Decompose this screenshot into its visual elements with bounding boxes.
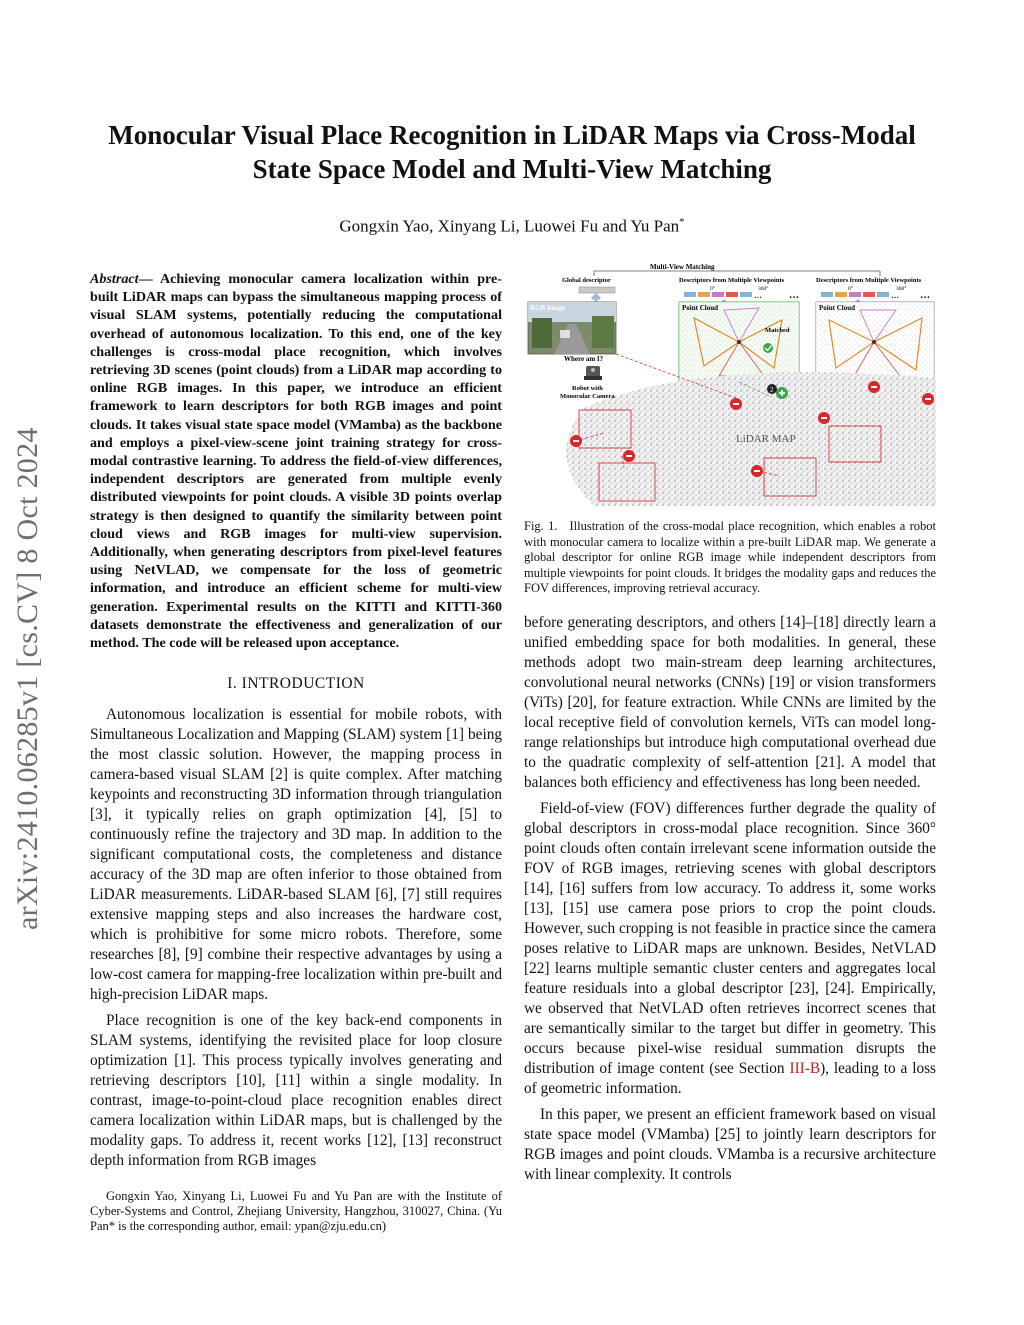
label-rgb-image: RGB Image (530, 304, 566, 312)
point-cloud-view-1 (679, 302, 799, 382)
right-paragraph-2-text: Field-of-view (FOV) differences further degrade the quality of global descriptors in cross-modal place recognition. Since 360° point clouds often contain irrelevant scene information outside the FOV of RGB images, retrieving scenes with global descriptors [14], [16] suffers from low accuracy. To address it, some works [13], [15] use camera pose priors to crop the point clouds. However, such cropping is not feasible in practice since the camera poses relative to LiDAR maps are unknown. Besides, NetVLAD [22] learns multiple semantic cluster centers and aggregates local feature residuals into a global descriptor [23], [24]. Empirically, we observed that NetVLAD often retrieves incorrect scenes that are semantically similar to the target but differ in geometry. This occurs because pixel-wise residual summation disrupts the distribution of image content (see Section (524, 799, 936, 1077)
arxiv-identifier: arXiv:2410.06285v1 [cs.CV] 8 Oct 2024 (11, 427, 44, 930)
abstract-text: Achieving monocular camera localization within pre-built LiDAR maps can bypass the simultaneous mapping process of visual SLAM systems, potentially reducing the computational overhead of autonomous localization. To this end, one of the key challenges is cross-modal place recognition, which involves retrieving 3D scenes (point clouds) from a LiDAR map according to online RGB images. In this paper, we introduce an efficient framework to learn descriptors for both RGB images and point clouds. It takes visual state space model (VMamba) as the backbone and employs a pixel-view-scene joint training strategy for cross-modal contrastive learning. To address the field-of-view differences, independent descriptors are generated from multiple evenly distributed viewpoints for point clouds. A visible 3D points overlap strategy is then designed to quantify the similarity between point cloud views and RGB images for multi-view supervision. Additionally, when generating descriptors from pixel-level features using NetVLAD, we compensate for the loss of geometric information, and introduce an efficient scheme for multi-view generation. Experimental results on the KITTI and KITTI-360 datasets demonstrate the effectiveness and generalization of our method. The code will be released upon acceptance. (90, 271, 502, 652)
paper-title: Monocular Visual Place Recognition in LiDAR Maps via Cross-Modal State Space Model and Multi-View Matching (108, 120, 916, 184)
label-multi-view-matching: Multi-View Matching (650, 263, 715, 271)
label-descriptors-2: Descriptors from Multiple Viewpoints (816, 277, 922, 284)
label-point-cloud-1: Point Cloud (682, 304, 718, 312)
intro-paragraph-1: Autonomous localization is essential for mobile robots, with Simultaneous Localization and Mapping (SLAM) system [1] being the most classic solution. However, the mapping process in camera-based visual SLAM [2] is quite complex. After matching keypoints and reconstructing 3D information through triangulation [3], it typically relies on graph optimization [4], [5] to continuously refine the trajectory and 3D map. In addition to the significant computational costs, the completeness and distance accuracy of the 3D map are often inferior to those obtained from LiDAR measurements. LiDAR-based SLAM [6], [7] still requires extensive mapping steps and also increases the hardware cost, which is prohibitive for some micro robots. Therefore, some researches [8], [9] combine their respective advantages by using a low-cost camera for mapping-free localization within pre-built and high-precision LiDAR maps. (90, 706, 502, 1004)
abstract-label: Abstract (90, 271, 139, 287)
point-cloud-view-2 (816, 302, 934, 382)
figure-illustration (524, 258, 936, 506)
svg-text:…: … (920, 290, 930, 301)
label-point-cloud-2: Point Cloud (819, 304, 855, 312)
abstract (90, 270, 502, 652)
deg360-2: 360° (896, 286, 907, 292)
corresponding-mark: * (679, 216, 685, 228)
label-lidar-map: LiDAR MAP (736, 433, 796, 445)
figure-1 (524, 258, 936, 506)
right-paragraph-2-tail: ), leading to a loss of geometric information. (524, 1059, 937, 1097)
svg-text:…: … (891, 291, 899, 300)
label-global-descriptor: Global descriptor (562, 277, 611, 284)
global-descriptor-bar (579, 287, 615, 293)
label-monocular-camera: Monocular Camera (560, 393, 615, 400)
intro-paragraph-2: Place recognition is one of the key back-end components in SLAM systems, identifying the revisited place for loop closure optimization [1]. This process typically involves generating and retrieving descriptors [10], [11] within a single modality. In contrast, image-to-point-cloud place recognition enables direct camera localization within LiDAR maps, but is challenged by the modality gaps. To address it, recent works [12], [13] reconstruct depth information from RGB images (90, 1012, 502, 1170)
label-descriptors-1: Descriptors from Multiple Viewpoints (679, 277, 785, 284)
right-paragraph-1: before generating descriptors, and others [14]–[18] directly learn a unified embedding space for both modalities. In general, these methods adopt two main-stream deep learning architectures, convolutional neural networks (CNNs) [19] or vision transformers (ViTs) [20], for feature extraction. While CNNs are limited by the local receptive field of convolution kernels, ViTs can model long-range relationships but introduce high computational overhead due to the quadratic complexity of self-attention [21]. A model that balances both efficiency and effectiveness has long been needed. (524, 613, 936, 791)
deg0-2: 0° (848, 286, 853, 292)
label-robot: Robot with (572, 385, 603, 392)
label-where-am-i: Where am I? (564, 355, 604, 363)
svg-text:2: 2 (770, 386, 774, 394)
section-link-iii-b[interactable]: III-B (789, 1059, 821, 1077)
view-descriptor-bars-1 (684, 291, 762, 300)
svg-text:…: … (754, 291, 762, 300)
authors: Gongxin Yao, Xinyang Li, Luowei Fu and Yu Pan (339, 216, 680, 236)
caption-text: Illustration of the cross-modal place recognition, which enables a robot with monocular camera to localize within a pre-built LiDAR map. We generate a global descriptor for online RGB image while independent descriptors from multiple viewpoints for point clouds. It bridges the modality gaps and reduces the FOV differences, improving retrieval accuracy. (524, 519, 937, 595)
deg360-1: 360° (758, 286, 769, 292)
figure-caption (524, 519, 936, 597)
right-paragraph-3: In this paper, we present an efficient framework based on visual state space model (VMamba) [25] to jointly learn descriptors for RGB images and point clouds. VMamba is a recursive architecture with linear complexity. It controls (524, 1105, 936, 1183)
svg-text:…: … (789, 290, 799, 301)
view-descriptor-bars-2 (821, 291, 899, 300)
robot-icon (584, 366, 602, 380)
affiliation-footnote: Gongxin Yao, Xinyang Li, Luowei Fu and Yu Pan are with the Institute of Cyber-Systems and Control, Zhejiang University, Hangzhou, 310027, China. (Yu Pan* is the corresponding author, email: ypan@zju.edu.cn) (90, 1189, 502, 1234)
label-matched: Matched (765, 327, 790, 334)
deg0-1: 0° (710, 286, 715, 292)
left-column (90, 270, 502, 1234)
caption-label: Fig. 1. (524, 519, 558, 533)
right-column (524, 258, 936, 1191)
section-heading-introduction: I. INTRODUCTION (227, 675, 365, 693)
abstract-dash: — (138, 271, 153, 287)
author-line (80, 211, 944, 238)
right-paragraph-2 (524, 799, 936, 1099)
